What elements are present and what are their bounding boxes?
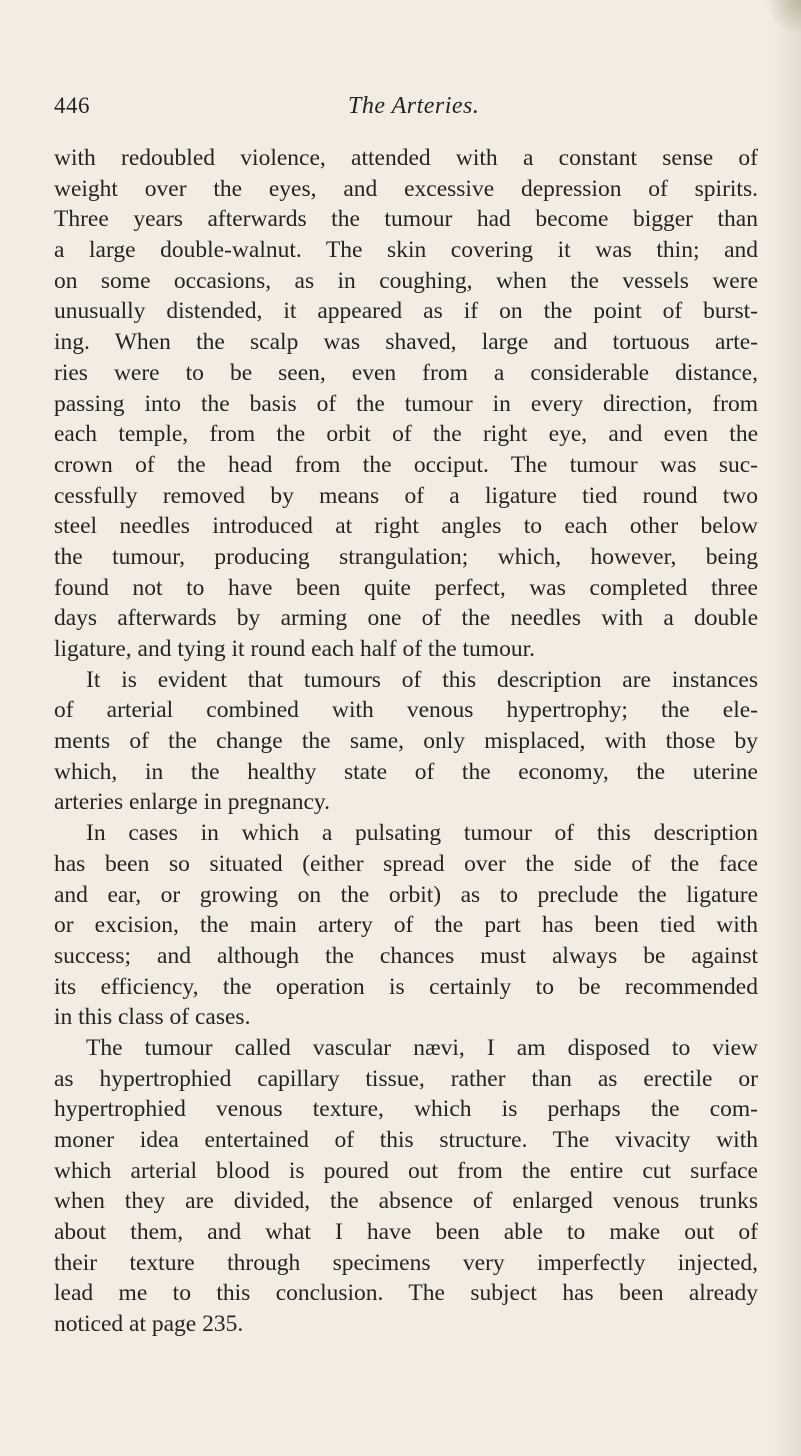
page-number: 446 (54, 93, 90, 118)
text-line: weight over the eyes, and excessive depression of spirits. (54, 175, 758, 202)
paragraph (54, 143, 758, 665)
running-title: The Arteries. (348, 93, 480, 119)
text-line: has been so situated (either spread over the side of the face (54, 850, 758, 877)
text-line: a large double-walnut. The skin covering it was thin; and (54, 237, 758, 264)
text-line: success; and although the chances must always be against (54, 942, 758, 969)
text-line: ments of the change the same, only misplaced, with those by (54, 728, 758, 755)
paragraph (54, 1033, 758, 1340)
text-line: crown of the head from the occiput. The tumour was suc- (54, 451, 758, 478)
paragraph (54, 665, 758, 818)
text-line: which, in the healthy state of the economy, the uterine (54, 758, 758, 785)
paragraph (54, 818, 758, 1033)
text-line: with redoubled violence, attended with a constant sense of (54, 145, 758, 171)
page-header (54, 93, 754, 129)
text-line: found not to have been quite perfect, was completed three (54, 574, 758, 601)
text-line: It is evident that tumours of this description are instances (86, 666, 758, 693)
text-line: ries were to be seen, even from a considerable distance, (54, 359, 758, 386)
text-line: unusually distended, it appeared as if on the point of burst- (54, 298, 758, 325)
text-line: moner idea entertained of this structure. The vivacity with (54, 1127, 758, 1153)
text-line: In cases in which a pulsating tumour of this description (86, 820, 758, 847)
text-line: ing. When the scalp was shaved, large and tortuous arte- (54, 329, 758, 356)
text-line: which arterial blood is poured out from the entire cut surface (54, 1157, 758, 1184)
text-line: hypertrophied venous texture, which is perhaps the com- (54, 1096, 758, 1123)
text-line: of arterial combined with venous hypertrophy; the ele- (54, 697, 758, 724)
text-line: arteries enlarge in pregnancy. (54, 789, 330, 816)
text-line: noticed at page 235. (54, 1311, 244, 1338)
body-text (54, 143, 758, 1340)
text-line: Three years afterwards the tumour had become bigger than (54, 206, 758, 233)
text-line: ligature, and tying it round each half of the tumour. (54, 636, 535, 662)
text-line: days afterwards by arming one of the needles with a double (54, 605, 758, 632)
text-line: steel needles introduced at right angles to each other below (54, 513, 758, 540)
text-line: their texture through specimens very imperfectly injected, (54, 1249, 758, 1276)
text-line: the tumour, producing strangulation; which, however, being (54, 543, 758, 570)
text-line: as hypertrophied capillary tissue, rather than as erectile or (54, 1065, 758, 1092)
page-edge-shadow (771, 0, 801, 1456)
text-line: lead me to this conclusion. The subject has been already (54, 1280, 758, 1307)
text-line: in this class of cases. (54, 1004, 251, 1031)
text-line: and ear, or growing on the orbit) as to preclude the ligature (54, 881, 758, 908)
text-line: or excision, the main artery of the part has been tied with (54, 912, 758, 939)
corner-stain (765, 0, 801, 36)
text-line: The tumour called vascular nævi, I am disposed to view (86, 1034, 758, 1061)
text-line: its efficiency, the operation is certainly to be recommended (54, 973, 758, 1000)
text-line: about them, and what I have been able to make out of (54, 1219, 758, 1246)
text-line: passing into the basis of the tumour in every direction, from (54, 390, 758, 417)
text-line: on some occasions, as in coughing, when the vessels were (54, 267, 758, 294)
text-line: each temple, from the orbit of the right eye, and even the (54, 421, 758, 448)
text-line: cessfully removed by means of a ligature tied round two (54, 482, 758, 509)
text-line: when they are divided, the absence of enlarged venous trunks (54, 1188, 758, 1215)
